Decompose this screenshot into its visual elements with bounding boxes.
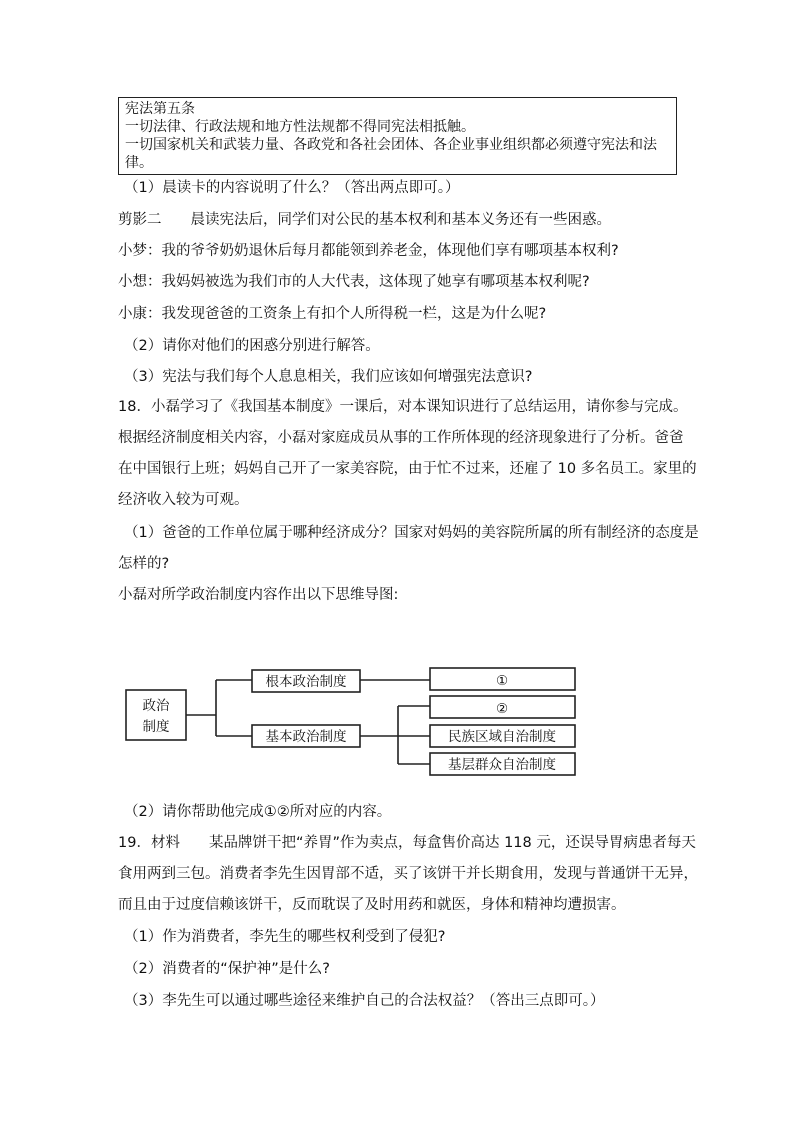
fundamental-label: 根本政治制度: [265, 674, 347, 690]
blank-1-label: ①: [495, 673, 509, 689]
grassroots-label: 基层群众自治制度: [448, 757, 556, 773]
card-title: 宪法第五条: [125, 101, 195, 117]
xiaoxiang-question: 小想：我妈妈被选为我们市的人大代表，这体现了她享有哪项基本权利呢?: [118, 274, 590, 290]
question-18-1: （1）爸爸的工作单位属于哪种经济成分？国家对妈妈的美容院所属的所有制经济的态度是: [124, 525, 699, 541]
card-line-2: 一切国家机关和武装力量、各政党和各社会团体、各企业事业组织都必须遵守宪法和法: [125, 137, 657, 153]
scene-two-intro: 剪影二 晨读宪法后，同学们对公民的基本权利和基本义务还有一些困惑。: [118, 212, 611, 228]
xiaomeng-question: 小梦：我的爷爷奶奶退休后每月都能领到养老金，体现他们享有哪项基本权利?: [118, 243, 619, 259]
question-19-text-3: 而且由于过度信赖该饼干，反而耽误了及时用药和就医，身体和精神均遭损害。: [118, 897, 626, 913]
ethnic-label: 民族区域自治制度: [448, 729, 556, 745]
blank-2-label: ②: [495, 701, 509, 717]
question-17-1: （1）晨读卡的内容说明了什么？（答出两点即可。）: [124, 180, 460, 196]
political-system-mind-map: [118, 660, 588, 780]
question-18-1-cont: 怎样的?: [118, 556, 170, 572]
question-18-2: （2）请你帮助他完成①②所对应的内容。: [124, 804, 392, 820]
mind-map-intro: 小磊对所学政治制度内容作出以下思维导图:: [118, 587, 399, 603]
question-17-3: （3）宪法与我们每个人息息相关，我们应该如何增强宪法意识?: [124, 369, 533, 385]
card-line-3: 律。: [125, 155, 153, 171]
question-18-text-2: 在中国银行上班；妈妈自己开了一家美容院，由于忙不过来，还雇了 10 多名员工。家里的: [118, 461, 697, 477]
question-19-1: （1）作为消费者，李先生的哪些权利受到了侵犯?: [124, 929, 446, 945]
basic-label: 基本政治制度: [265, 729, 347, 745]
question-17-2: （2）请你对他们的困惑分别进行解答。: [124, 338, 380, 354]
question-18-intro: 18．小磊学习了《我国基本制度》一课后，对本课知识进行了总结运用，请你参与完成。: [118, 399, 688, 415]
card-line-1: 一切法律、行政法规和地方性法规都不得同宪法相抵触。: [125, 119, 475, 135]
question-19-2: （2）消费者的“保护神”是什么?: [124, 961, 330, 977]
xiaokang-question: 小康：我发现爸爸的工资条上有扣个人所得税一栏，这是为什么呢?: [118, 306, 547, 322]
question-19-text-2: 食用两到三包。消费者李先生因胃部不适，买了该饼干并长期食用，发现与普通饼干无异，: [118, 866, 698, 882]
question-19-3: （3）李先生可以通过哪些途径来维护自己的合法权益？（答出三点即可。）: [124, 993, 605, 1009]
question-18-text-1: 根据经济制度相关内容，小磊对家庭成员从事的工作所体现的经济现象进行了分析。爸爸: [118, 430, 684, 446]
root-label-1: 政治: [142, 698, 170, 714]
question-19-text-1: 19．材料 某品牌饼干把“养胃”作为卖点，每盒售价高达 118 元，还误导胃病患者每天: [118, 835, 696, 851]
root-label-2: 制度: [142, 719, 170, 735]
question-18-text-3: 经济收入较为可观。: [118, 492, 249, 508]
constitution-card: [118, 97, 677, 175]
